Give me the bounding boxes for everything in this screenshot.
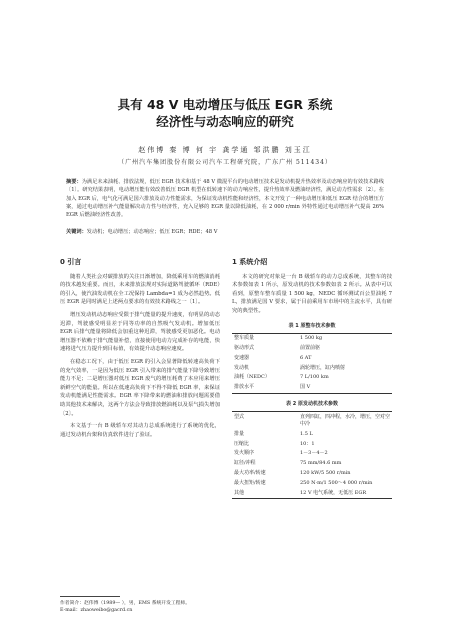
table-row — [232, 373, 392, 383]
table-cell-key: 发动机 — [234, 364, 250, 371]
table-cell-key: 最大功率/转速 — [234, 469, 266, 476]
table-cell-value: 250 N·m/1 500～4 000 r/min — [300, 479, 373, 486]
intro-paragraph: 随着人类社会对碳排放的关注日渐增加，降低乘用车的燃油消耗的技术越发重要。而且，未来排放法规对实际道路驾驶循环（RDE）的引入，使汽油发动机在全工况保持 Lambda=1 成为必然趋势。低压 EGR 是同时满足上述两点要求的有效技术路线之一〔1〕。 — [60, 273, 220, 306]
intro-paragraph: 增压发动机动态响应受限于排气能量的提升速度，有明显的动态迟滞，驾驶感受明显差于同等功率的自然吸气发动机。增加低压 EGR 后排气能量将降低会加重这种迟滞，驾驶感受更加恶化。电动增压器不依赖于排气能量补偿，直接使用电动力完成补存的电能，快速将进气压力提升到目标值，有效提升动态响应速度。 — [60, 311, 220, 353]
table-cell-key: 压缩比 — [234, 440, 250, 447]
table-row — [232, 479, 392, 489]
table-cell-value: 12 V 电气系统，无低压 EGR — [300, 489, 367, 496]
table1 — [232, 333, 392, 394]
abstract-label: 摘要： — [66, 179, 82, 185]
table-cell-value: 1 500 kg — [300, 335, 323, 342]
right-column — [232, 258, 392, 499]
table-cell-value: 10：1 — [300, 440, 315, 447]
table-row — [232, 383, 392, 393]
footnote — [60, 600, 260, 614]
system-paragraph: 本文的研究对象是一台 B 级轿车的动力总成系统，其整车的技术参数如表 1 所示，原发动机的技术参数如表 2 所示。从表中可以看到，原整车整车质量 1 500 kg，NEDC 循环测试百公里油耗 7 L，排放满足国 V 要求，属于目前乘用车市场中的主流水平，具有研究的典型性。 — [232, 273, 392, 314]
table-cell-value: 1－3－4－2 — [300, 450, 328, 457]
table-cell-key: 驱动形式 — [234, 345, 255, 352]
paper-title-line2: 经济性与动态响应的研究 — [156, 114, 294, 129]
author-email: E-mail：zhaoweibo@gacrd.cn — [60, 608, 133, 613]
table-cell-key: 其他 — [234, 489, 245, 496]
table-cell-key: 变速器 — [234, 354, 250, 361]
table-cell-key: 整车质量 — [234, 335, 255, 342]
keywords — [66, 228, 384, 236]
table-row — [232, 344, 392, 354]
table-row — [232, 364, 392, 374]
table2 — [232, 411, 392, 499]
table-cell-value: 涡轮增压，缸内喷射 — [300, 364, 346, 371]
author-list: 赵伟博 秦 博 何 宇 龚学通 邹洪鹏 刘玉江 — [138, 146, 312, 154]
table-cell-value: 国 V — [300, 384, 311, 391]
table-cell-key: 油耗（NEDC） — [234, 374, 270, 381]
table-cell-key: 排放水平 — [234, 384, 255, 391]
table-cell-key: 型式 — [234, 413, 245, 420]
keywords-text: 发动机；电动增压；动态响应；低压 EGR；RDE；48 V — [86, 229, 218, 235]
section-heading-intro: 0 引言 — [60, 258, 82, 266]
table-cell-value: 前置前驱 — [300, 345, 321, 352]
abstract-text: 为满足未来油耗、排放法规，低压 EGR 技术和基于 48 V 微混平台的电动增压技术是发动机提升热效率及动态响应的有效技术路线〔1〕。研究结果表明，电动增压能有效改善低压 EGR 机型在低转速下的动力响应性，提升热效率及燃油经济性，满足动力性需求〔2〕。在加入 EGR 后，电气化可满足国六排放及动力性能需求，为保证发动机性能和经济性，本文开发了一种电动增压和低压 EGR 结合的增压方案，通过电动增压补气能量解决动力性与经济性，充入足够的 EGR 量以降低油耗，在 2 000 r/min 外特性通过电动增压补气提高 26% EGR 后燃油经济性改善。 — [66, 179, 384, 219]
table-cell-key: 缸径/冲程 — [234, 460, 256, 467]
section-heading-system: 1 系统介绍 — [232, 258, 268, 266]
left-column — [60, 258, 220, 443]
table-cell-value: 75 mm/84.6 mm — [300, 460, 342, 467]
affiliation: （广州汽车集团股份有限公司汽车工程研究院，广东广州 511434） — [118, 159, 332, 166]
abstract — [66, 178, 384, 219]
table-row — [232, 488, 392, 498]
table-cell-key: 发火顺序 — [234, 450, 255, 457]
table-cell-value: 7 L/100 km — [300, 374, 329, 381]
table1-caption: 表 1 原整车技术参数 — [288, 322, 336, 329]
paper-title-line1: 具有 48 V 电动增压与低压 EGR 系统 — [117, 97, 333, 112]
table-cell-value: 1.5 L — [300, 430, 313, 437]
table-row — [232, 449, 392, 459]
table-cell-value: 6 AT — [300, 354, 312, 361]
table-row — [232, 334, 392, 344]
author-bio: 作者简介：赵伟博（1989— ），男，EMS 系统开发工程师。 — [60, 601, 191, 606]
table-cell-key: 排量 — [234, 430, 245, 437]
table-cell-value: 直列四缸，四冲程，水冷，增压，空对空中冷 — [300, 413, 391, 428]
keywords-label: 关键词： — [66, 229, 87, 235]
table-cell-value: 120 kW/5 500 r/min — [300, 469, 351, 476]
table-row — [232, 469, 392, 479]
table-row — [232, 430, 392, 440]
table-row — [232, 354, 392, 364]
table-row — [232, 439, 392, 449]
intro-paragraph: 在稳态工况下，由于低压 EGR 的引入会显著降低转速高负荷下的充气效率，一是因为低压 EGR 引入带来的排气能量下降导致增压能力不足；二是增压器对低压 EGR 废气的增压耗费了本应用来增压新鲜空气的能量。所以在低速高负荷下不得不降低 EGR 率，来保证发动机能满足性能需求。EGR 率下降带来的燃油和排放问题需要借助其他技术来解决，这两个方法会导致排放燃油耗以及泵气损失增加〔2〕。 — [60, 358, 220, 417]
footnote-divider — [60, 596, 120, 597]
table-row — [232, 412, 392, 430]
table-row — [232, 459, 392, 469]
intro-paragraph: 本文基于一台 B 级轿车对其动力总成系统进行了系统的优化，通过发动机台架和仿真软件进行了验证。 — [60, 423, 220, 438]
table-cell-key: 最大扭矩/转速 — [234, 479, 266, 486]
table2-caption: 表 2 原发动机技术参数 — [286, 400, 338, 407]
